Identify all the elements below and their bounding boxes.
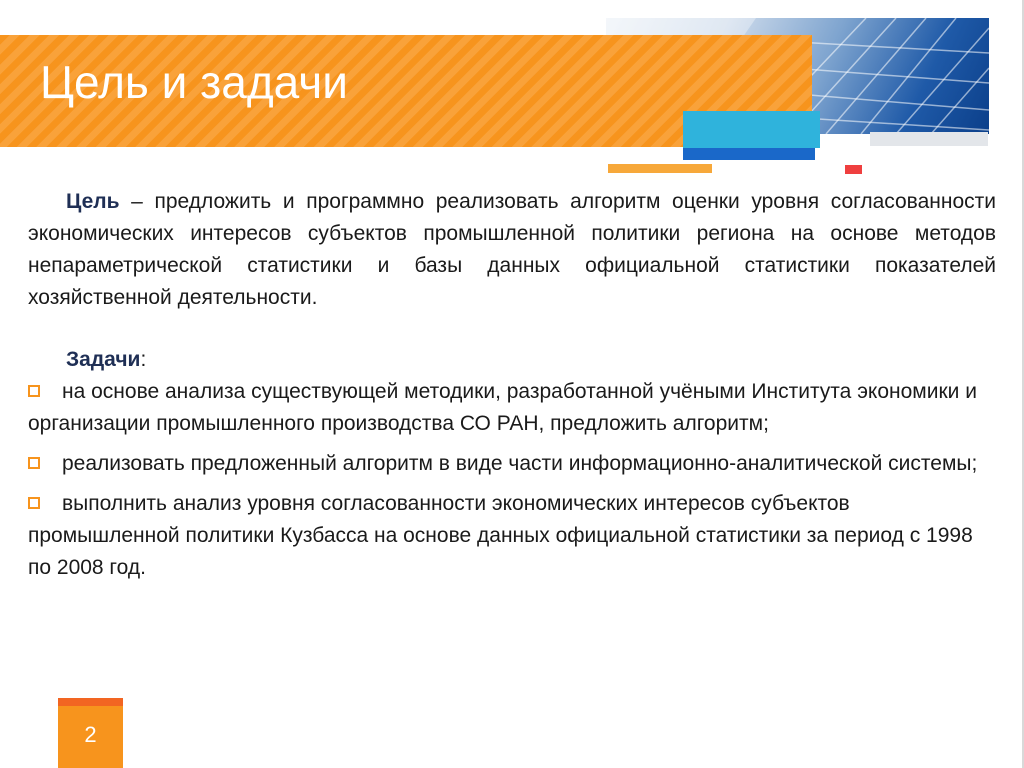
decorative-bar-orange	[608, 164, 712, 173]
page-number: 2	[84, 722, 97, 747]
task-item	[28, 376, 996, 440]
task-text: на основе анализа существующей методики, разработанной учёными Института экономики и организации промышленного производства СО РАН, предложить алгоритм;	[28, 380, 977, 435]
decorative-bar-cyan	[683, 111, 820, 148]
task-text: реализовать предложенный алгоритм в виде части информационно-аналитической системы;	[62, 452, 978, 475]
decorative-bar-red	[845, 165, 862, 174]
decorative-bar-gray	[870, 132, 988, 146]
goal-label: Цель	[66, 190, 120, 213]
task-item	[28, 488, 996, 584]
hollow-square-bullet-icon	[28, 385, 40, 397]
task-text: выполнить анализ уровня согласованности экономических интересов субъектов промышленной политики Кузбасса на основе данных официальной статистики за период с 1998 по 2008 год.	[28, 492, 973, 579]
tasks-label: Задачи	[66, 348, 141, 371]
tasks-heading	[28, 344, 996, 376]
tasks-label-colon: :	[140, 348, 147, 371]
goal-text: – предложить и программно реализовать алгоритм оценки уровня согласованности экономических интересов субъектов промышленной политики региона на основе методов непараметрической статистики и базы данных официальной статистики показателей хозяйственной деятельности.	[28, 190, 996, 309]
decorative-bar-blue	[683, 148, 815, 160]
goal-paragraph	[28, 186, 996, 314]
hollow-square-bullet-icon	[28, 457, 40, 469]
task-item	[28, 448, 996, 480]
page-number-box-accent	[58, 698, 123, 706]
slide-title: Цель и задачи	[40, 56, 348, 108]
slide-body	[28, 186, 996, 584]
hollow-square-bullet-icon	[28, 497, 40, 509]
